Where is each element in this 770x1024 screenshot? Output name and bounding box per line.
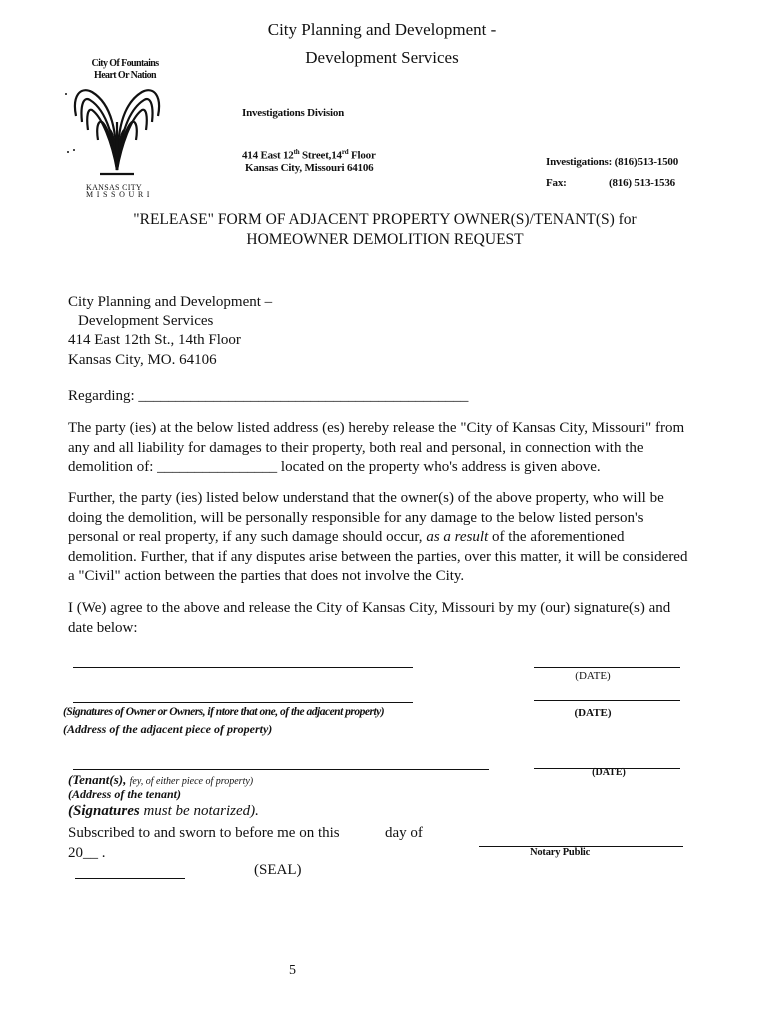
seal-line[interactable]	[75, 878, 185, 879]
logo-bottom2: M I S S O U R I	[86, 190, 151, 199]
owner-signature-line-1[interactable]	[73, 667, 413, 668]
investigations-phone: Investigations: (816)513-1500	[546, 156, 679, 168]
owner-signature-line-2[interactable]	[73, 702, 413, 703]
subscribed-text: Subscribed to and sworn to before me on this	[68, 825, 340, 841]
owner-address-label: (Address of the adjacent piece of property)	[63, 722, 273, 736]
form-title-line1: "RELEASE" FORM OF ADJACENT PROPERTY OWNER(S)/TENANT(S) for	[133, 211, 637, 228]
day-of-text: day of	[385, 825, 423, 841]
division-label: Investigations Division	[242, 107, 345, 119]
recipient-line4: Kansas City, MO. 64106	[68, 352, 217, 368]
form-title-line2: HOMEOWNER DEMOLITION REQUEST	[246, 231, 524, 248]
recipient-line2: Development Services	[78, 313, 214, 329]
fountain-logo-icon	[62, 82, 172, 182]
date-line-2[interactable]	[534, 700, 680, 701]
recipient-line1: City Planning and Development –	[68, 294, 273, 310]
responsibility-paragraph: Further, the party (ies) listed below understand that the owner(s) of the above property, who will be doing the demolition, will be personally responsible for any damage to the below listed person's personal or real property, if any such damage should occur, as a result of the aforementioned demolition. Further, that if any disputes arise between the parties, over this matter, it will be considered a "Civil" action between the parties that does not involve the City.	[68, 490, 688, 584]
year-field[interactable]: 20__ .	[68, 845, 106, 861]
owner-signature-label: (Signatures of Owner or Owners, if ntore that one, of the adjacent property)	[63, 706, 385, 718]
date-label-3: (DATE)	[592, 767, 626, 778]
fax-label: Fax:	[546, 177, 567, 189]
fax-number: (816) 513-1536	[609, 177, 675, 189]
office-city: Kansas City, Missouri 64106	[245, 162, 374, 174]
page-number: 5	[289, 963, 296, 978]
date-label-1: (DATE)	[575, 670, 611, 682]
agreement-paragraph: I (We) agree to the above and release the City of Kansas City, Missouri by my (our) signature(s) and date below:	[68, 600, 671, 636]
header-line1: City Planning and Development -	[267, 20, 497, 39]
notarized-note: (Signatures must be notarized).	[68, 803, 259, 819]
date-line-1[interactable]	[534, 667, 680, 668]
header-line2: Development Services	[305, 48, 459, 67]
logo-bottom1: KANSAS CITY	[86, 183, 142, 192]
seal-label: (SEAL)	[254, 862, 302, 878]
notary-public-label: Notary Public	[530, 847, 591, 858]
logo-motto1: City Of Fountains	[91, 58, 159, 69]
office-street: 414 East 12th Street,14rd Floor	[242, 148, 376, 162]
logo-motto2: Heart Or Nation	[94, 70, 156, 81]
tenant-label: (Tenant(s), fey, of either piece of property)	[68, 772, 254, 787]
release-paragraph: The party (ies) at the below listed address (es) hereby release the "City of Kansas City, Missouri" from any and all liability for damages to their property, both real and personal, in connection with the demolition of: ________________ located on the property who's address is given above.	[68, 420, 685, 475]
recipient-line3: 414 East 12th St., 14th Floor	[68, 332, 241, 348]
tenant-signature-line[interactable]	[73, 769, 489, 770]
tenant-address-label: (Address of the tenant)	[68, 787, 182, 801]
regarding-field[interactable]: Regarding: ____________________________________________	[68, 388, 469, 404]
date-label-2: (DATE)	[574, 707, 612, 719]
